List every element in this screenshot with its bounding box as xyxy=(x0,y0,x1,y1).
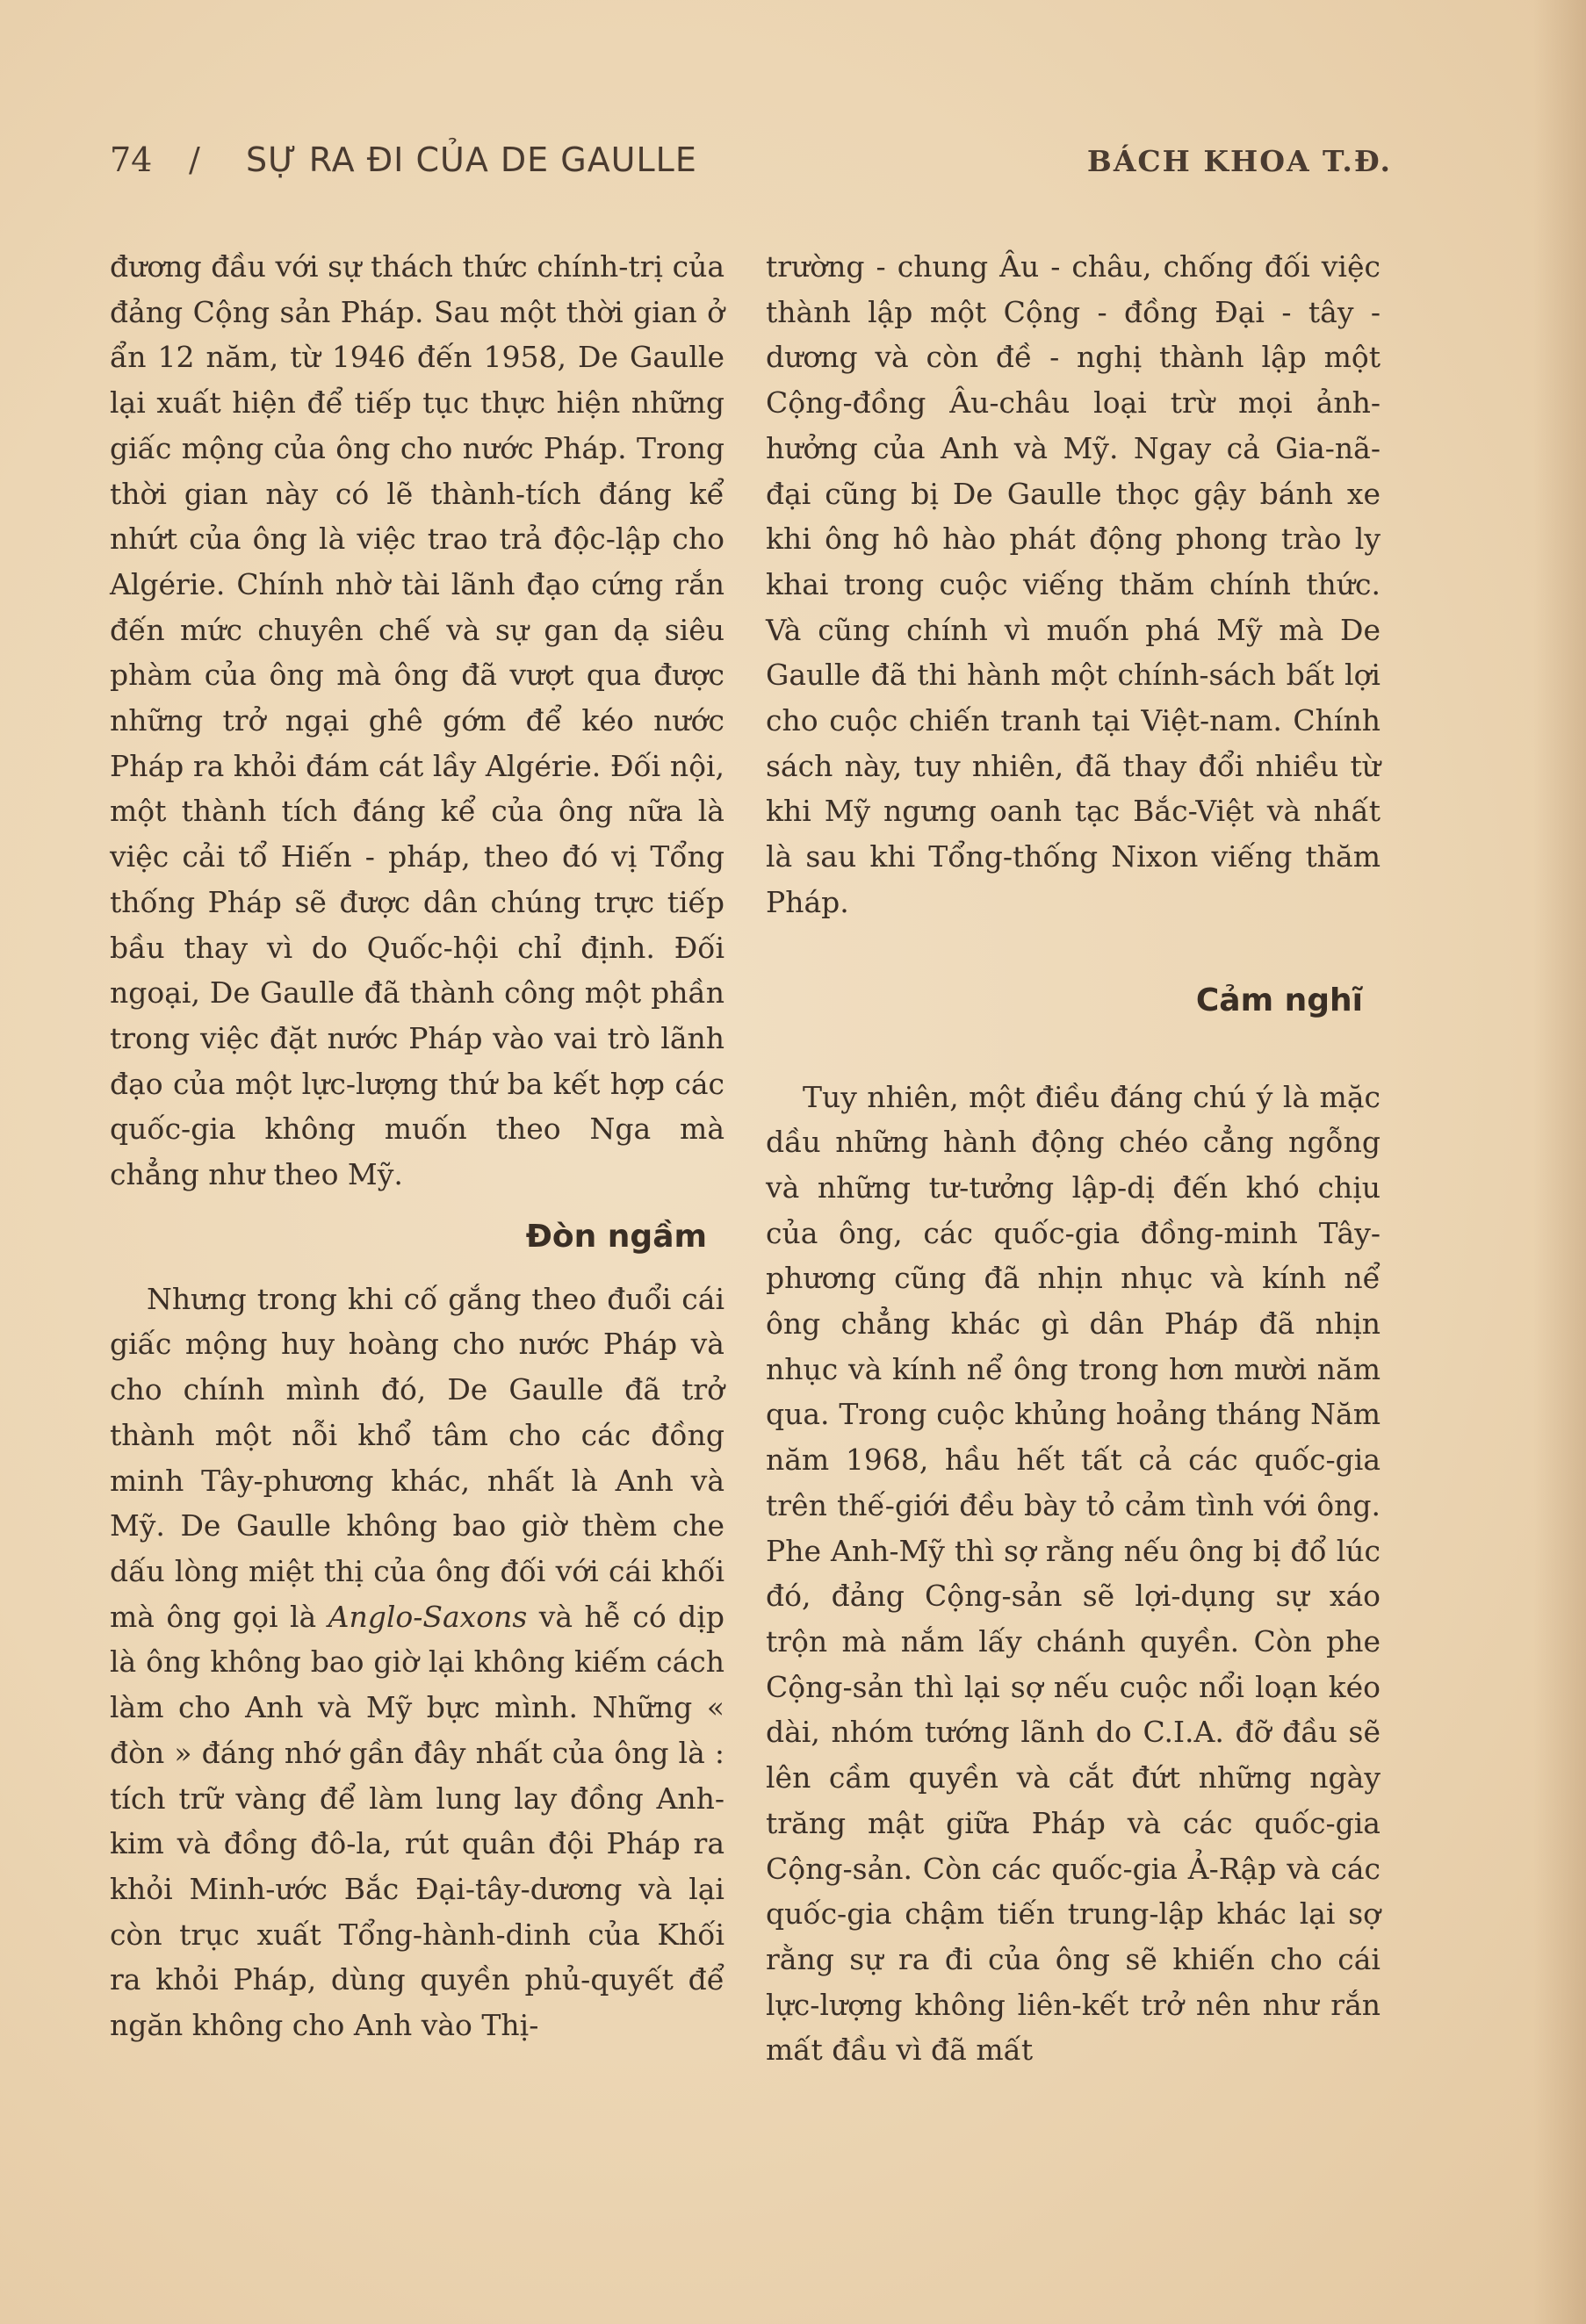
right-column xyxy=(766,244,1381,2073)
right-paragraph-2: Tuy nhiên, một điều đáng chú ý là mặc dầu những hành động chéo cẳng ngỗng và những tư-tưởng lập-dị đến khó chịu của ông, các quốc-gia đồng-minh Tây-phương cũng đã nhịn nhục và kính nể ông chẳng khác gì dân Pháp đã nhịn nhục và kính nể ông trong hơn mười năm qua. Trong cuộc khủng hoảng tháng Năm năm 1968, hầu hết tất cả các quốc-gia trên thế-giới đều bày tỏ cảm tình với ông. Phe Anh-Mỹ thì sợ rằng nếu ông bị đổ lúc đó, đảng Cộng-sản sẽ lợi-dụng sự xáo trộn mà nắm lấy chánh quyền. Còn phe Cộng-sản thì lại sợ nếu cuộc nổi loạn kéo dài, nhóm tướng lãnh do C.I.A. đỡ đầu sẽ lên cầm quyền và cắt đứt những ngày trăng mật giữa Pháp và các quốc-gia Cộng-sản. Còn các quốc-gia Ả-Rập và các quốc-gia chậm tiến trung-lập khác lại sợ rằng sự ra đi của ông sẽ khiến cho cái lực-lượng không liên-kết trở nên như rắn mất đầu vì đã mất xyxy=(766,1079,1381,2068)
left-paragraph-2-part-1: Nhưng trong khi cố gắng theo đuổi cái giấc mộng huy hoàng cho nước Pháp và cho chính mình đó, De Gaulle đã trở thành một nỗi khổ tâm cho các đồng minh Tây-phương khác, nhất là Anh và Mỹ. De Gaulle không bao giờ thèm che dấu lòng miệt thị của ông đối với cái khối mà ông gọi là xyxy=(110,1281,725,1634)
running-title: SỰ RA ĐI CỦA DE GAULLE xyxy=(246,140,697,179)
page-header xyxy=(110,140,1392,193)
header-separator: / xyxy=(189,140,200,179)
page-edge-shadow xyxy=(1533,0,1586,2324)
section-heading-cam-nghi: Cảm nghĩ xyxy=(1195,982,1363,1018)
magazine-name: BÁCH KHOA T.Đ. xyxy=(1086,144,1392,178)
left-paragraph-2 xyxy=(110,1277,725,2048)
page-number: 74 xyxy=(110,140,153,179)
section-heading-don-ngam: Đòn ngầm xyxy=(525,1218,707,1255)
right-paragraph-1: trường - chung Âu - châu, chống đối việc thành lập một Cộng - đồng Đại - tây - dương và còn đề - nghị thành lập một Cộng-đồng Âu-châu loại trừ mọi ảnh-hưởng của Anh và Mỹ. Ngay cả Gia-nã-đại cũng bị De Gaulle thọc gậy bánh xe khi ông hô hào phát động phong trào ly khai trong cuộc viếng thăm chính thức. Và cũng chính vì muốn phá Mỹ mà De Gaulle đã thi hành một chính-sách bất lợi cho cuộc chiến tranh tại Việt-nam. Chính sách này, tuy nhiên, đã thay đổi nhiều từ khi Mỹ ngưng oanh tạc Bắc-Việt và nhất là sau khi Tổng-thống Nixon viếng thăm Pháp. xyxy=(766,249,1381,919)
left-column xyxy=(110,244,725,2048)
anglo-saxons-italic: Anglo-Saxons xyxy=(328,1599,528,1634)
left-paragraph-2-part-2: và hễ có dịp là ông không bao giờ lại không kiếm cách làm cho Anh và Mỹ bực mình. Những « đòn » đáng nhớ gần đây nhất của ông là : tích trữ vàng để làm lung lay đồng Anh-kim và đồng đô-la, rút quân đội Pháp ra khỏi Minh-ước Bắc Đại-tây-dương và lại còn trục xuất Tổng-hành-dinh của Khối ra khỏi Pháp, dùng quyền phủ-quyết để ngăn không cho Anh vào Thị- xyxy=(110,1599,725,2043)
left-paragraph-1: đương đầu với sự thách thức chính-trị của đảng Cộng sản Pháp. Sau một thời gian ở ẩn 12 năm, từ 1946 đến 1958, De Gaulle lại xuất hiện để tiếp tục thực hiện những giấc mộng của ông cho nước Pháp. Trong thời gian này có lẽ thành-tích đáng kể nhứt của ông là việc trao trả độc-lập cho Algérie. Chính nhờ tài lãnh đạo cứng rắn đến mức chuyên chế và sự gan dạ siêu phàm của ông mà ông đã vượt qua được những trở ngại ghê gớm để kéo nước Pháp ra khỏi đám cát lầy Algérie. Đối nội, một thành tích đáng kể của ông nữa là việc cải tổ Hiến - pháp, theo đó vị Tổng thống Pháp sẽ được dân chúng trực tiếp bầu thay vì do Quốc-hội chỉ định. Đối ngoại, De Gaulle đã thành công một phần trong việc đặt nước Pháp vào vai trò lãnh đạo của một lực-lượng thứ ba kết hợp các quốc-gia không muốn theo Nga mà chẳng như theo Mỹ. xyxy=(110,249,725,1192)
